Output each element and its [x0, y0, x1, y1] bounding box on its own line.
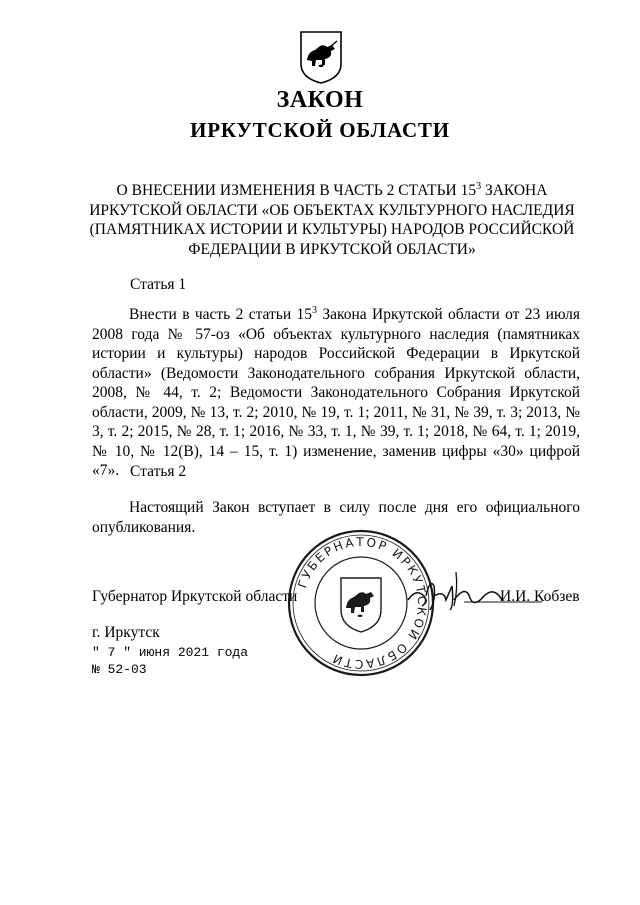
article-1-text [92, 305, 580, 481]
signatory-name: И.И. Кобзев [500, 588, 580, 605]
law-subject [84, 181, 580, 259]
signing-date: " 7 " июня 2021 года [92, 645, 249, 660]
article-2-heading: Статья 2 [130, 463, 187, 480]
law-number: № 52-03 [92, 662, 147, 677]
article-2-text: Настоящий Закон вступает в силу после дня его официального опубликования. [92, 499, 580, 536]
article-1-heading: Статья 1 [130, 276, 187, 293]
document-region: ИРКУТСКОЙ ОБЛАСТИ [190, 118, 450, 142]
article-1-text-start: Внести в часть 2 статьи 15 [129, 306, 312, 323]
seal-emblem-icon [341, 578, 381, 632]
subject-text-rest: ИРКУТСКОЙ ОБЛАСТИ «ОБ ОБЪЕКТАХ КУЛЬТУРНОГО НАСЛЕДИЯ (ПАМЯТНИКАХ ИСТОРИИ И КУЛЬТУРЫ) НАРОДОВ РОССИЙСКОЙ ФЕДЕРАЦИИ В ИРКУТСКОЙ ОБЛАСТИ» [89, 201, 575, 258]
article-1-superscript: 3 [312, 305, 317, 316]
subject-text-end: ЗАКОНА [481, 182, 548, 199]
subject-text-start: О ВНЕСЕНИИ ИЗМЕНЕНИЯ В ЧАСТЬ 2 СТАТЬИ 15 [116, 182, 477, 199]
signing-city: г. Иркутск [92, 624, 160, 641]
signatory-title: Губернатор Иркутской области [92, 588, 298, 605]
article-1-text-end: Закона Иркутской области от 23 июля 2008 года № 57-оз «Об объектах культурного наследия (памятниках истории и культуры) народов Российской Федерации в Иркутской области» (Ведомости Законодательного собрания Иркутской области, 2008, № 44, т. 2; Ведомости Законодательного Собрания Иркутской области, 2009, № 13, т. 2; 2010, № 19, т. 1; 2011, № 31, № 39, т. 3; 2013, № 3, т. 2; 2015, № 28, т. 1; 2016, № 33, т. 1, № 39, т. 1; 2018, № 64, т. 1; 2019, № 10, № 12(В), 14 – 15, т. 1) изменение, заменив цифры «30» цифрой «7». [92, 306, 580, 479]
seal-ring-text: ГУБЕРНАТОР ИРКУТСКОЙ ОБЛАСТИ [295, 534, 430, 672]
document-title: ЗАКОН [276, 87, 364, 113]
coat-of-arms-icon [298, 30, 344, 84]
subject-superscript: 3 [476, 181, 482, 192]
